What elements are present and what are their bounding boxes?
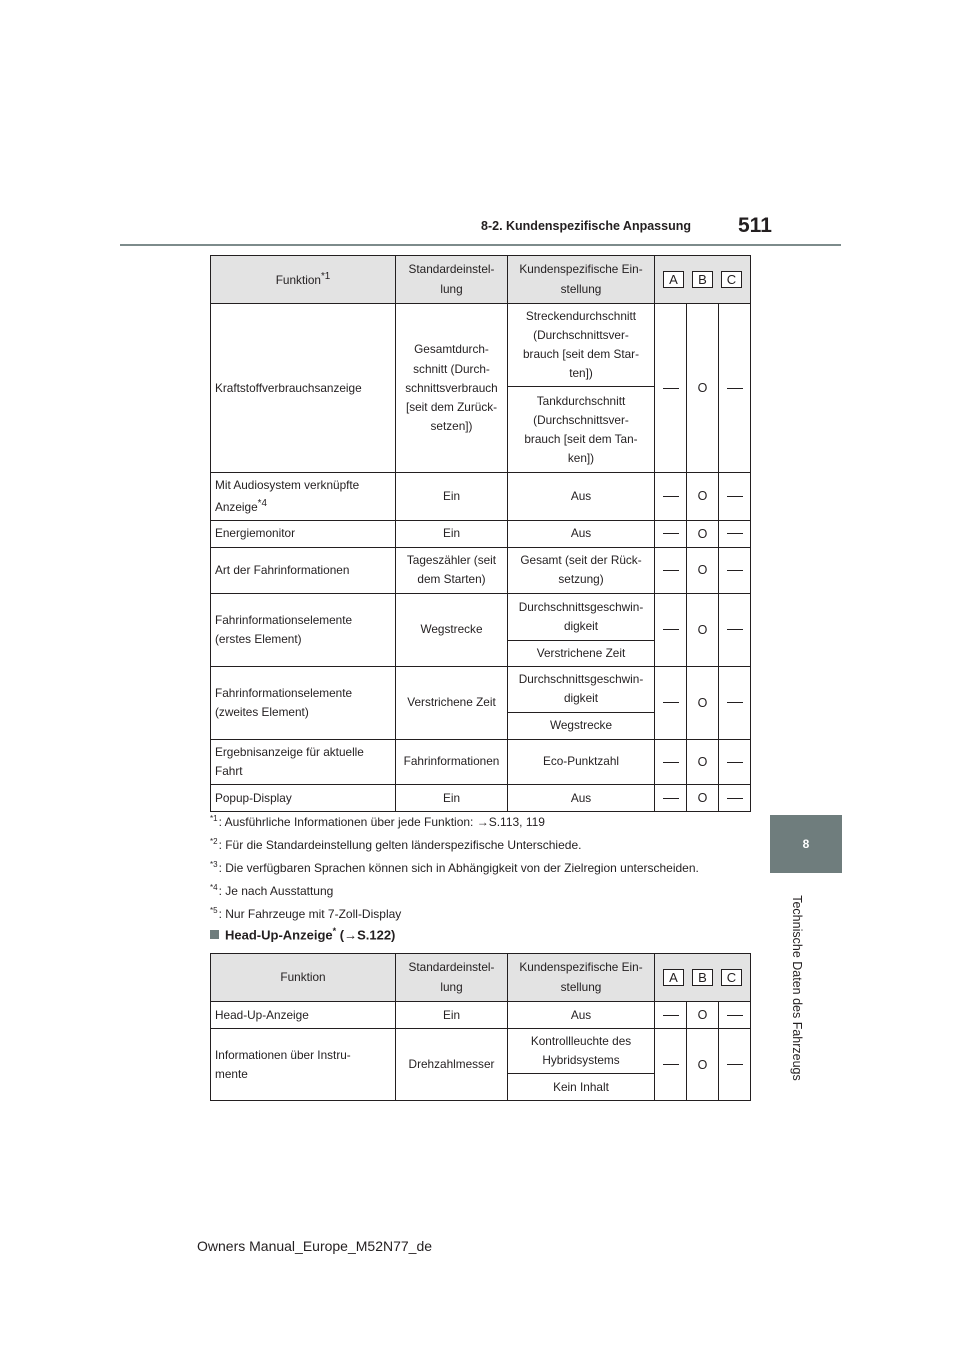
cell-default: Fahrinformationen <box>396 739 508 784</box>
cell-function: Energiemonitor <box>211 520 396 547</box>
page-number: 511 <box>738 214 772 237</box>
header-custom: Kundenspezifische Ein- stellung <box>508 954 655 1002</box>
customization-table-display <box>210 255 751 812</box>
table-row <box>211 304 751 387</box>
chapter-side-label <box>790 884 804 1092</box>
header-default: Standardeinstel- lung <box>396 256 508 304</box>
cell-custom: Wegstrecke <box>508 712 655 739</box>
cell-a <box>655 666 687 739</box>
cell-c <box>719 304 751 473</box>
chapter-tab <box>770 815 842 873</box>
cell-a <box>655 547 687 593</box>
cell-custom: Gesamt (seit der Rück- setzung) <box>508 547 655 593</box>
footnote: $^{*5}$: Nur Fahrzeuge mit 7-Zoll-Display <box>210 906 402 921</box>
footer-text: Owners Manual_Europe_M52N77_de <box>197 1238 433 1254</box>
cell-default: Ein <box>396 1002 508 1029</box>
footnote: $^{*4}$: Je nach Ausstattung <box>210 883 334 898</box>
cell-b: O <box>687 1002 719 1029</box>
cell-default: Drehzahlmesser <box>396 1029 508 1101</box>
header-col-c: C <box>721 969 742 986</box>
cell-custom: Streckendurchschnitt (Durchschnittsver- brauch [seit dem Star- ten]) <box>508 304 655 387</box>
cell-b: O <box>687 304 719 473</box>
table-row <box>211 593 751 640</box>
cell-a <box>655 739 687 784</box>
cell-function: Mit Audiosystem verknüpfte Anzeige$^{*4}$ <box>211 473 396 520</box>
header-default: Standardeinstel- lung <box>396 954 508 1002</box>
header-col-b: B <box>692 271 713 288</box>
table-header-row <box>211 954 751 1002</box>
header-col-a: A <box>663 271 684 288</box>
cell-c <box>719 520 751 547</box>
cell-function: Popup-Display <box>211 785 396 812</box>
cell-c <box>719 666 751 739</box>
cell-custom: Eco-Punktzahl <box>508 739 655 784</box>
cell-custom: Verstrichene Zeit <box>508 640 655 666</box>
cell-c <box>719 1002 751 1029</box>
footnotes <box>210 807 770 922</box>
cell-default: Tageszähler (seit dem Starten) <box>396 547 508 593</box>
cell-custom: Durchschnittsgeschwin- digkeit <box>508 593 655 640</box>
cell-function: Head-Up-Anzeige <box>211 1002 396 1029</box>
cell-b: O <box>687 666 719 739</box>
cell-custom: Aus <box>508 520 655 547</box>
cell-function: Fahrinformationselemente (zweites Element) <box>211 666 396 739</box>
cell-default: Ein <box>396 520 508 547</box>
table-row <box>211 520 751 547</box>
cell-b: O <box>687 1029 719 1101</box>
header-col-c: C <box>721 271 742 288</box>
table-row <box>211 739 751 784</box>
cell-custom: Aus <box>508 473 655 520</box>
cell-function: Art der Fahrinformationen <box>211 547 396 593</box>
cell-custom: Kontrollleuchte des Hybridsystems <box>508 1029 655 1074</box>
table-row <box>211 666 751 712</box>
section-heading: 8-2. Kundenspezifische Anpassung <box>481 219 691 233</box>
chapter-number: 8 <box>802 837 810 851</box>
cell-function: Ergebnisanzeige für aktuelle Fahrt <box>211 739 396 784</box>
footnote: $^{*3}$: Die verfügbaren Sprachen können sich in Abhängigkeit von der Zielregion unterscheiden. <box>210 860 699 875</box>
cell-c <box>719 473 751 520</box>
table-row <box>211 473 751 520</box>
cell-c <box>719 739 751 784</box>
header-function: Funktion <box>211 954 396 1002</box>
table-row <box>211 1029 751 1074</box>
cell-default: Ein <box>396 785 508 812</box>
header-col-b: B <box>692 969 713 986</box>
footnote: $^{*1}$: Ausführliche Informationen über jede Funktion: →S.113, 119 <box>210 814 545 829</box>
chapter-title: Technische Daten des Fahrzeugs <box>790 895 804 1081</box>
section-subheading: Head-Up-Anzeige* (→S.122) <box>210 926 395 942</box>
cell-custom: Durchschnittsgeschwin- digkeit <box>508 666 655 712</box>
footnote: $^{*2}$: Für die Standardeinstellung gelten länderspezifische Unterschiede. <box>210 837 582 852</box>
cell-b: O <box>687 520 719 547</box>
cell-default: Gesamtdurch- schnitt (Durch- schnittsverbrauch [seit dem Zurück- setzen]) <box>396 304 508 473</box>
table-row <box>211 1002 751 1029</box>
header-col-a: A <box>663 969 684 986</box>
cell-b: O <box>687 785 719 812</box>
header-custom: Kundenspezifische Ein- stellung <box>508 256 655 304</box>
cell-default: Wegstrecke <box>396 593 508 666</box>
table-row <box>211 547 751 593</box>
cell-b: O <box>687 473 719 520</box>
cell-a <box>655 1029 687 1101</box>
cell-a <box>655 473 687 520</box>
header-abc <box>655 954 751 1002</box>
square-bullet-icon <box>210 930 219 939</box>
cell-a <box>655 304 687 473</box>
table-header-row <box>211 256 751 304</box>
cell-function: Fahrinformationselemente (erstes Element) <box>211 593 396 666</box>
cell-default: Ein <box>396 473 508 520</box>
cell-a <box>655 520 687 547</box>
cell-a <box>655 593 687 666</box>
cell-custom: Kein Inhalt <box>508 1074 655 1101</box>
header-abc <box>655 256 751 304</box>
cell-function: Kraftstoffverbrauchsanzeige <box>211 304 396 473</box>
cell-custom: Aus <box>508 785 655 812</box>
cell-custom: Tankdurchschnitt (Durchschnittsver- brauch [seit dem Tan- ken]) <box>508 387 655 473</box>
header-divider <box>120 244 841 246</box>
cell-c <box>719 593 751 666</box>
header-function: Funktion$^{*1}$ <box>211 256 396 304</box>
cell-custom: Aus <box>508 1002 655 1029</box>
customization-table-hud <box>210 953 751 1101</box>
cell-a <box>655 1002 687 1029</box>
page-reference-link[interactable]: (→S.122) <box>336 927 396 943</box>
cell-b: O <box>687 593 719 666</box>
cell-default: Verstrichene Zeit <box>396 666 508 739</box>
cell-b: O <box>687 547 719 593</box>
cell-c <box>719 1029 751 1101</box>
cell-b: O <box>687 739 719 784</box>
cell-function: Informationen über Instru- mente <box>211 1029 396 1101</box>
cell-c <box>719 547 751 593</box>
